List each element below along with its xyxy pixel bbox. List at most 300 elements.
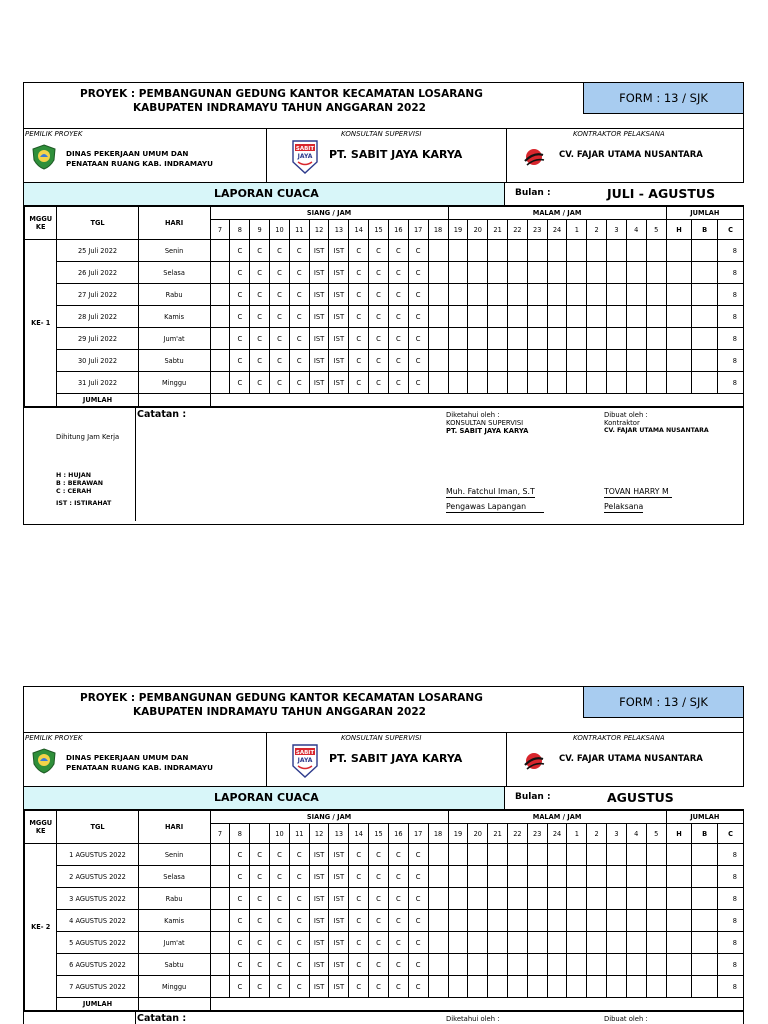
header-hour: 17 [408,824,428,844]
weather-cell: C [388,866,408,888]
total-row [25,998,744,1011]
sum-cerah-cell: 8 [717,888,743,910]
owner-name [66,753,256,773]
weather-cell: C [408,284,428,306]
header-mggu-ke [25,207,57,240]
weather-cell [507,240,527,262]
weather-cell: IST [309,844,329,866]
weather-cell [210,350,230,372]
weather-cell [567,844,587,866]
header-tgl: TGL [57,207,138,240]
work-hours-note: Dihitung Jam Kerja [56,433,120,441]
weather-cell [587,844,607,866]
weather-cell: C [388,976,408,998]
weather-cell [448,372,468,394]
weather-cell: C [250,284,270,306]
weather-cell [448,910,468,932]
svg-text:JAYA: JAYA [297,757,313,764]
table-row [25,284,744,306]
header-sum: C [717,824,743,844]
weather-cell: C [270,328,290,350]
contractor-role-label: KONTRAKTOR PELAKSANA [573,734,665,742]
fajar-utama-logo-icon [523,146,545,168]
header-jumlah: JUMLAH [666,207,743,220]
weather-cell [488,954,508,976]
weather-cell: IST [329,284,349,306]
total-empty-span [210,998,743,1011]
month-label: Bulan : [515,188,551,198]
contractor-label: Kontraktor [604,419,640,427]
day-cell: Jum'at [138,932,210,954]
total-label: JUMLAH [57,394,138,407]
weather-cell [468,350,488,372]
weather-cell: C [369,350,389,372]
weather-cell: C [408,350,428,372]
weather-cell [488,844,508,866]
weather-cell [626,976,646,998]
weather-cell: IST [309,284,329,306]
weather-cell [448,954,468,976]
weather-cell [646,866,666,888]
sum-cerah-cell: 8 [717,866,743,888]
weather-cell [488,240,508,262]
sum-hujan-cell [666,932,692,954]
contractor-name: CV. FAJAR UTAMA NUSANTARA [559,150,703,160]
date-cell: 31 Juli 2022 [57,372,138,394]
weather-cell [587,954,607,976]
weather-cell [527,910,547,932]
weather-cell: C [270,888,290,910]
header-malam: MALAM / JAM [448,811,666,824]
day-cell: Selasa [138,866,210,888]
header-hour: 1 [567,824,587,844]
weather-cell: C [388,932,408,954]
sum-hujan-cell [666,866,692,888]
weather-cell [646,372,666,394]
weather-cell: IST [309,866,329,888]
weather-cell: IST [309,372,329,394]
weather-cell: C [349,306,369,328]
weather-cell [587,262,607,284]
table-row [25,866,744,888]
weather-cell: C [349,240,369,262]
header-malam: MALAM / JAM [448,207,666,220]
weather-cell: C [369,262,389,284]
weather-cell [587,866,607,888]
weather-cell: C [388,350,408,372]
weather-cell [587,932,607,954]
sum-berawan-cell [692,262,718,284]
weather-cell [488,932,508,954]
day-cell: Kamis [138,306,210,328]
contractor-section [506,733,744,787]
weather-cell [607,954,627,976]
weather-cell: C [408,844,428,866]
owner-name-line2: PENATAAN RUANG KAB. INDRAMAYU [66,159,213,168]
weather-cell: C [289,306,309,328]
weather-cell: C [369,932,389,954]
day-cell: Senin [138,240,210,262]
sum-cerah-cell: 8 [717,954,743,976]
table-row [25,844,744,866]
weather-cell [448,284,468,306]
date-cell: 30 Juli 2022 [57,350,138,372]
form-footer [24,1011,743,1024]
weather-cell [488,888,508,910]
weather-cell [527,262,547,284]
weather-cell [428,350,448,372]
weather-cell [468,240,488,262]
header-sum: C [717,220,743,240]
weather-cell [210,888,230,910]
weather-cell: IST [329,262,349,284]
weather-cell: IST [309,240,329,262]
weather-cell [507,954,527,976]
weather-cell [587,976,607,998]
weather-cell [507,976,527,998]
weather-cell [626,954,646,976]
weather-cell: C [408,888,428,910]
weather-cell [587,284,607,306]
owner-name-line1: DINAS PEKERJAAN UMUM DAN [66,149,189,158]
weather-cell: C [408,866,428,888]
weather-cell: C [369,328,389,350]
weather-cell [646,954,666,976]
weather-cell [527,932,547,954]
supervisor-org-label: KONSULTAN SUPERVISI [446,419,524,427]
weather-cell: C [408,306,428,328]
sabit-jaya-logo-icon [292,744,318,778]
weather-cell [567,328,587,350]
header-hour: 22 [507,824,527,844]
weather-cell [468,284,488,306]
weather-cell: C [230,844,250,866]
weather-cell [567,976,587,998]
weather-cell: C [230,350,250,372]
project-title-line1: PROYEK : PEMBANGUNAN GEDUNG KANTOR KECAMATAN LOSARANG [80,692,483,704]
weather-cell [646,284,666,306]
contractor-company: CV. FAJAR UTAMA NUSANTARA [604,427,709,434]
form-header [24,83,743,129]
weather-cell: C [250,306,270,328]
weather-cell [547,888,567,910]
date-cell: 26 Juli 2022 [57,262,138,284]
sum-cerah-cell: 8 [717,910,743,932]
weather-cell [527,350,547,372]
sabit-jaya-logo-icon [292,140,318,174]
table-row [25,350,744,372]
weather-cell [210,932,230,954]
weather-cell [646,932,666,954]
weather-cell [626,910,646,932]
weather-cell [210,910,230,932]
sum-hujan-cell [666,240,692,262]
weather-cell [468,328,488,350]
header-hour: 10 [270,220,290,240]
table-row [25,954,744,976]
header-mggu-ke [25,811,57,844]
weather-cell [428,240,448,262]
table-row [25,932,744,954]
contractor-signature-block [604,1015,744,1023]
header-hour: 12 [309,824,329,844]
header-hour: 20 [468,220,488,240]
weather-cell [468,844,488,866]
weather-cell [527,328,547,350]
legend-istirahat: IST : ISTIRAHAT [56,500,112,507]
weather-cell [468,262,488,284]
weather-cell [468,932,488,954]
owner-role-label: PEMILIK PROYEK [25,734,83,742]
weather-cell [626,866,646,888]
weather-cell [567,954,587,976]
header-tgl: TGL [57,811,138,844]
contractor-signature-block [604,411,744,435]
weather-cell: C [270,262,290,284]
weather-cell [587,328,607,350]
weather-cell: C [388,372,408,394]
weather-cell: IST [329,240,349,262]
weather-cell [448,240,468,262]
weather-cell: C [230,932,250,954]
sum-berawan-cell [692,284,718,306]
date-cell: 7 AGUSTUS 2022 [57,976,138,998]
sum-berawan-cell [692,910,718,932]
weather-cell [507,910,527,932]
weather-cell [626,844,646,866]
weather-cell: C [369,954,389,976]
header-hour: 20 [468,824,488,844]
weather-cell [567,888,587,910]
weather-cell [587,240,607,262]
weather-cell [428,976,448,998]
weather-cell: C [230,888,250,910]
weather-cell: IST [309,976,329,998]
weather-cell [646,262,666,284]
weather-cell [547,910,567,932]
weather-cell [547,954,567,976]
weather-cell: C [230,372,250,394]
consultant-name: PT. SABIT JAYA KARYA [329,148,463,161]
header-hour: 13 [329,220,349,240]
weather-cell [210,954,230,976]
table-row [25,262,744,284]
weather-cell [646,350,666,372]
weather-cell [428,328,448,350]
weather-cell [210,306,230,328]
form-header [24,687,743,733]
weather-cell [428,932,448,954]
weather-cell [607,844,627,866]
weather-cell [646,240,666,262]
weather-cell: IST [309,350,329,372]
sum-hujan-cell [666,306,692,328]
weather-cell [428,844,448,866]
weather-cell: IST [329,932,349,954]
day-cell: Sabtu [138,954,210,976]
weather-cell [507,844,527,866]
weather-cell [488,372,508,394]
weather-cell [646,888,666,910]
weather-cell [547,328,567,350]
table-row [25,888,744,910]
sum-berawan-cell [692,932,718,954]
weather-cell [607,932,627,954]
header-hour: 10 [270,824,290,844]
weather-cell [448,306,468,328]
weather-cell [210,262,230,284]
weather-cell [210,284,230,306]
weather-cell: C [289,372,309,394]
weather-cell: C [250,372,270,394]
sum-berawan-cell [692,888,718,910]
header-hour: 2 [587,220,607,240]
weather-cell: C [270,372,290,394]
weather-cell [587,910,607,932]
weather-cell: IST [309,306,329,328]
weather-cell: C [270,954,290,976]
consultant-name: PT. SABIT JAYA KARYA [329,752,463,765]
form-footer [24,407,743,520]
made-by-label: Dibuat oleh : [604,411,648,419]
weather-cell [607,240,627,262]
weather-cell [468,954,488,976]
weather-cell: C [289,240,309,262]
table-row [25,306,744,328]
weather-cell [587,306,607,328]
sum-cerah-cell: 8 [717,262,743,284]
weather-cell [547,262,567,284]
weather-cell [507,372,527,394]
header-hour: 19 [448,220,468,240]
weather-cell: C [369,888,389,910]
form-number: FORM : 13 / SJK [583,83,743,114]
weather-cell: C [349,910,369,932]
contractor-role-label: KONTRAKTOR PELAKSANA [573,130,665,138]
header-hour: 11 [289,824,309,844]
weather-cell: C [388,844,408,866]
total-row [25,394,744,407]
weather-cell: C [230,328,250,350]
weather-cell: C [408,328,428,350]
weather-cell: C [289,932,309,954]
weather-cell: IST [329,976,349,998]
total-empty [138,998,210,1011]
contractor-signer-role: Pelaksana [604,502,644,511]
weather-cell: IST [329,866,349,888]
weather-cell: C [230,240,250,262]
sum-cerah-cell: 8 [717,284,743,306]
month-box [504,183,744,205]
weather-cell [488,910,508,932]
weather-cell: C [270,284,290,306]
weather-cell [567,910,587,932]
weather-cell: C [349,372,369,394]
weather-cell [527,954,547,976]
sum-hujan-cell [666,976,692,998]
weather-cell [587,372,607,394]
weather-cell: C [250,866,270,888]
header-hour: 3 [607,220,627,240]
month-value: AGUSTUS [607,790,674,805]
organizations-row [24,733,743,787]
weather-cell: C [388,910,408,932]
weather-cell: IST [329,306,349,328]
header-hour: 12 [309,220,329,240]
weather-cell [607,888,627,910]
sum-cerah-cell: 8 [717,328,743,350]
sum-hujan-cell [666,350,692,372]
weather-cell: C [369,306,389,328]
sum-cerah-cell: 8 [717,372,743,394]
weather-cell [567,866,587,888]
header-hour: 24 [547,220,567,240]
weather-cell: C [408,910,428,932]
project-title-line1: PROYEK : PEMBANGUNAN GEDUNG KANTOR KECAMATAN LOSARANG [80,88,483,100]
month-box [504,787,744,809]
weather-cell [646,306,666,328]
weather-cell: C [270,844,290,866]
weather-cell [607,350,627,372]
weather-cell [547,240,567,262]
report-title: LAPORAN CUACA [214,187,319,200]
header-hour: 16 [388,824,408,844]
table-row [25,976,744,998]
header-sum: H [666,824,692,844]
weather-cell [567,306,587,328]
weather-cell: C [270,306,290,328]
weather-cell: C [289,866,309,888]
legend-section [24,408,136,521]
weather-cell [468,910,488,932]
header-hour: 16 [388,220,408,240]
weather-cell [448,932,468,954]
weather-cell [626,284,646,306]
organizations-row [24,129,743,183]
project-title [80,691,483,719]
weather-cell: C [408,372,428,394]
notes-label: Catatan : [137,1013,187,1024]
legend-hujan: H : HUJAN [56,472,92,479]
header-hour: 9 [250,220,270,240]
header-hour: 22 [507,220,527,240]
sum-cerah-cell: 8 [717,844,743,866]
weather-cell: C [250,350,270,372]
header-siang: SIANG / JAM [210,207,448,220]
weather-cell: IST [329,328,349,350]
header-hour: 23 [527,220,547,240]
week-label: KE- 1 [25,240,57,407]
project-title [80,87,483,115]
weather-cell: C [250,976,270,998]
weather-cell: C [369,976,389,998]
sum-berawan-cell [692,372,718,394]
weather-cell: C [289,284,309,306]
consultant-role-label: KONSULTAN SUPERVISI [341,734,422,742]
day-cell: Minggu [138,372,210,394]
weather-cell: C [388,240,408,262]
date-cell: 29 Juli 2022 [57,328,138,350]
weather-cell [527,976,547,998]
weather-cell [428,372,448,394]
sum-cerah-cell: 8 [717,350,743,372]
weather-cell [607,866,627,888]
header-hour: 18 [428,220,448,240]
header-hour: 5 [646,824,666,844]
weather-cell [646,328,666,350]
supervisor-signer-name: Muh. Fatchul Iman, S.T [446,487,535,496]
weather-cell [607,284,627,306]
